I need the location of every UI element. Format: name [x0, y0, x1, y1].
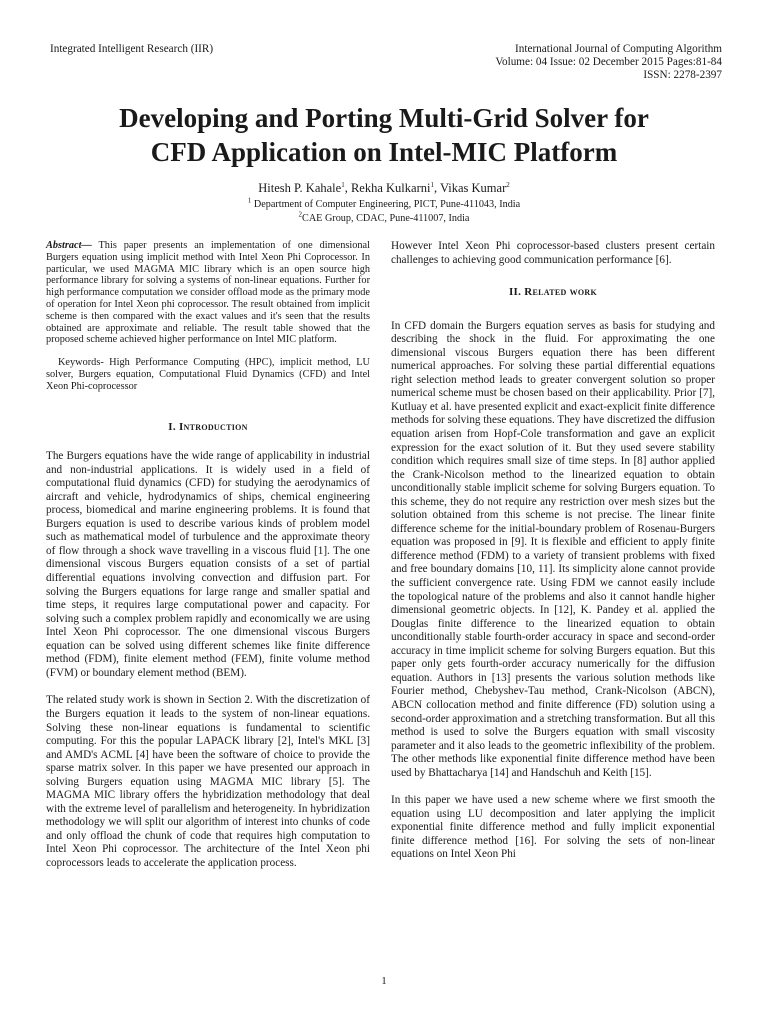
author-list: [0, 180, 768, 196]
paragraph: The related study work is shown in Section 2. With the discretization of the Burgers equation it leads to the system of non-linear equations. Solving these non-linear equations is fundamental to scientific computing. For this the popular LAPACK library [2], Intel's MKL [3] and AMD's ACML [4] have been the software of choice to provide the sparse matrix solver. In this paper we have presented our approach in solving Burgers equation using MAGMA MIC library [5]. The MAGMA MIC library offers the hybridization methodology that deal with the extreme level of parallelism and heterogeneity. In hybridization methodology we will split our algorithm of interest into chunks of code and only offload the chunk of code that requires high computation to Intel Xeon Phi coprocessor. The architecture of the Intel Xeon phi coprocessors leads to accelerate the application process.: [46, 694, 370, 869]
title-line-2: CFD Application on Intel-MIC Platform: [150, 137, 618, 167]
author-affiliation-mark: 1: [430, 180, 434, 189]
author-name: Hitesh P. Kahale: [258, 181, 342, 195]
paragraph: In CFD domain the Burgers equation serves as basis for studying and describing the shock in the fluid. For approximating the one dimensional viscous Burgers equation there has been different numerical approaches. For solving these partial differential equations right selection method leads to greater convergent solution so proper numerical scheme must be chosen based on their applicability. Prior [7], Kutluay et al. have presented explicit and exact-explicit finite difference methods for solving these equations. They have discretized the diffusion equation arisen from Hopf-Cole transformation and gave an explicit expression for the exact solution of it. But they used severe stability condition which requires small size of time steps. In [8] author applied the Crank-Nicolson method to the linearized equation to obtain unconditionally stable implicit scheme for solving Burgers equation. To this scheme, they do not require any restriction over mesh sizes but the solution obtained from this scheme is not precise. The linear finite difference scheme for the initial-boundary problem of Rosenau-Burgers equation was proposed in [9]. It is flexible and efficient to apply finite difference method (FDM) to a variety of transient problems with fixed and free boundary domains [10, 11]. Its simplicity alone cannot provide the sufficient convergence rate. Using FDM we cannot easily include the topological nature of the problems and also it cannot handle higher dimensional geometric objects. In [12], K. Pandey et al. applied the Douglas finite difference to the linearized equation to obtain unconditionally stable fourth-order accuracy in space and second-order accuracy in time implicit scheme for solving Burgers equation. But this paper only gets fourth-order accuracy numerically for the diffusion equation. Authors in [13] presents the various solution methods like Fourier method, Chebyshev-Tau method, Crank-Nicolson (ABCN), ABCN collocation method and finite difference (FD) solution using a second-order approximation and a stretching transformation. But all this method is used to solve the Burgers equation with small viscosity parameter and it also leads to the geometric inflexibility of the problem. The other methods like exponential finite difference method have been used by Bhattacharya [14] and Handschuh and Keith [15].: [391, 319, 715, 779]
journal-volume: Volume: 04 Issue: 02 December 2015 Pages:81-84: [495, 56, 722, 68]
section-heading-introduction: I. Introduction: [168, 420, 248, 433]
keywords: Keywords- High Performance Computing (HPC), implicit method, LU solver, Burgers equation, Computational Fluid Dynamics (CFD) and Intel Xeon Phi-coprocessor: [46, 357, 370, 392]
affiliation-text: CAE Group, CDAC, Pune-411007, India: [302, 213, 470, 224]
paragraph: The Burgers equations have the wide range of applicability in industrial and non-industrial applications. It is widely used in a field of computational fluid dynamics (CFD) for studying the aerodynamics of aircraft and vehicle, hydrodynamics of ships, chemical engineering process, biomedical and marine engineering problems. It is found that Burgers equation is used to describe various kinds of problem model such as mathematical model of turbulence and the approximate theory of flow through a shock wave travelling in a viscous fluid [1]. The one dimensional viscous Burgers equation consists of a set of partial differential equations involving convection and diffusion part. For solving the Burgers equations for large range and smaller spatial and time steps, it requires large computational power and capacity. For solving such a complex problem rapidly and economically we are using Intel Xeon Phi coprocessor. The one dimensional viscous Burgers equation can be solved using different schemes like finite difference method (FDM), finite element method (FEM), finite volume method (FVM) or boundary element method (BEM).: [46, 450, 370, 679]
author-name: , Vikas Kumar: [433, 181, 507, 195]
affiliation-2: [0, 212, 768, 225]
journal-publisher: Integrated Intelligent Research (IIR): [50, 43, 214, 55]
abstract: [46, 240, 370, 346]
page-number: 1: [381, 975, 387, 987]
author-affiliation-mark: 1: [341, 180, 345, 189]
left-column: [46, 240, 370, 871]
right-column: [391, 240, 715, 862]
paragraph: However Intel Xeon Phi coprocessor-based clusters present certain challenges to achieving good communication performance [6].: [391, 240, 715, 266]
author-name: , Rekha Kulkarni: [344, 181, 431, 195]
affiliation-mark: 1: [247, 196, 252, 205]
title-line-1: Developing and Porting Multi-Grid Solver for: [119, 103, 649, 133]
section-heading-related-work: II. Related work: [508, 286, 598, 299]
abstract-text: This paper presents an implementation of one dimensional Burgers equation using implicit method with Intel Xeon Phi Coprocessor. In particular, we used MAGMA MIC library which is an open source high performance library for solving a systems of non-linear equations. Further for high performance computation we consider offload mode as the primary mode of operation for Intel Xeon phi coprocessor. The result obtained from implicit scheme is then compared with the exact values and it's seen that the results obtained are approximate and reliable. The result table showed that the proposed scheme achieved higher performance on Intel MIC platform.: [46, 240, 370, 346]
paragraph: In this paper we have used a new scheme where we first smooth the equation using LU decomposition and later applying the implicit exponential finite difference method and fully implicit exponential finite difference method [16]. For solving the sets of non-linear equations on Intel Xeon Phi: [391, 794, 715, 861]
journal-name: International Journal of Computing Algorithm: [515, 43, 722, 55]
journal-issn: ISSN: 2278-2397: [643, 69, 722, 81]
journal-info: [422, 43, 722, 82]
author-affiliation-mark: 2: [506, 180, 510, 189]
abstract-label: Abstract—: [46, 240, 92, 251]
affiliation-1: [0, 198, 768, 211]
affiliation-mark: 2: [298, 210, 303, 219]
affiliation-text: Department of Computer Engineering, PICT, Pune-411043, India: [251, 199, 521, 210]
paper-title: [30, 101, 738, 169]
